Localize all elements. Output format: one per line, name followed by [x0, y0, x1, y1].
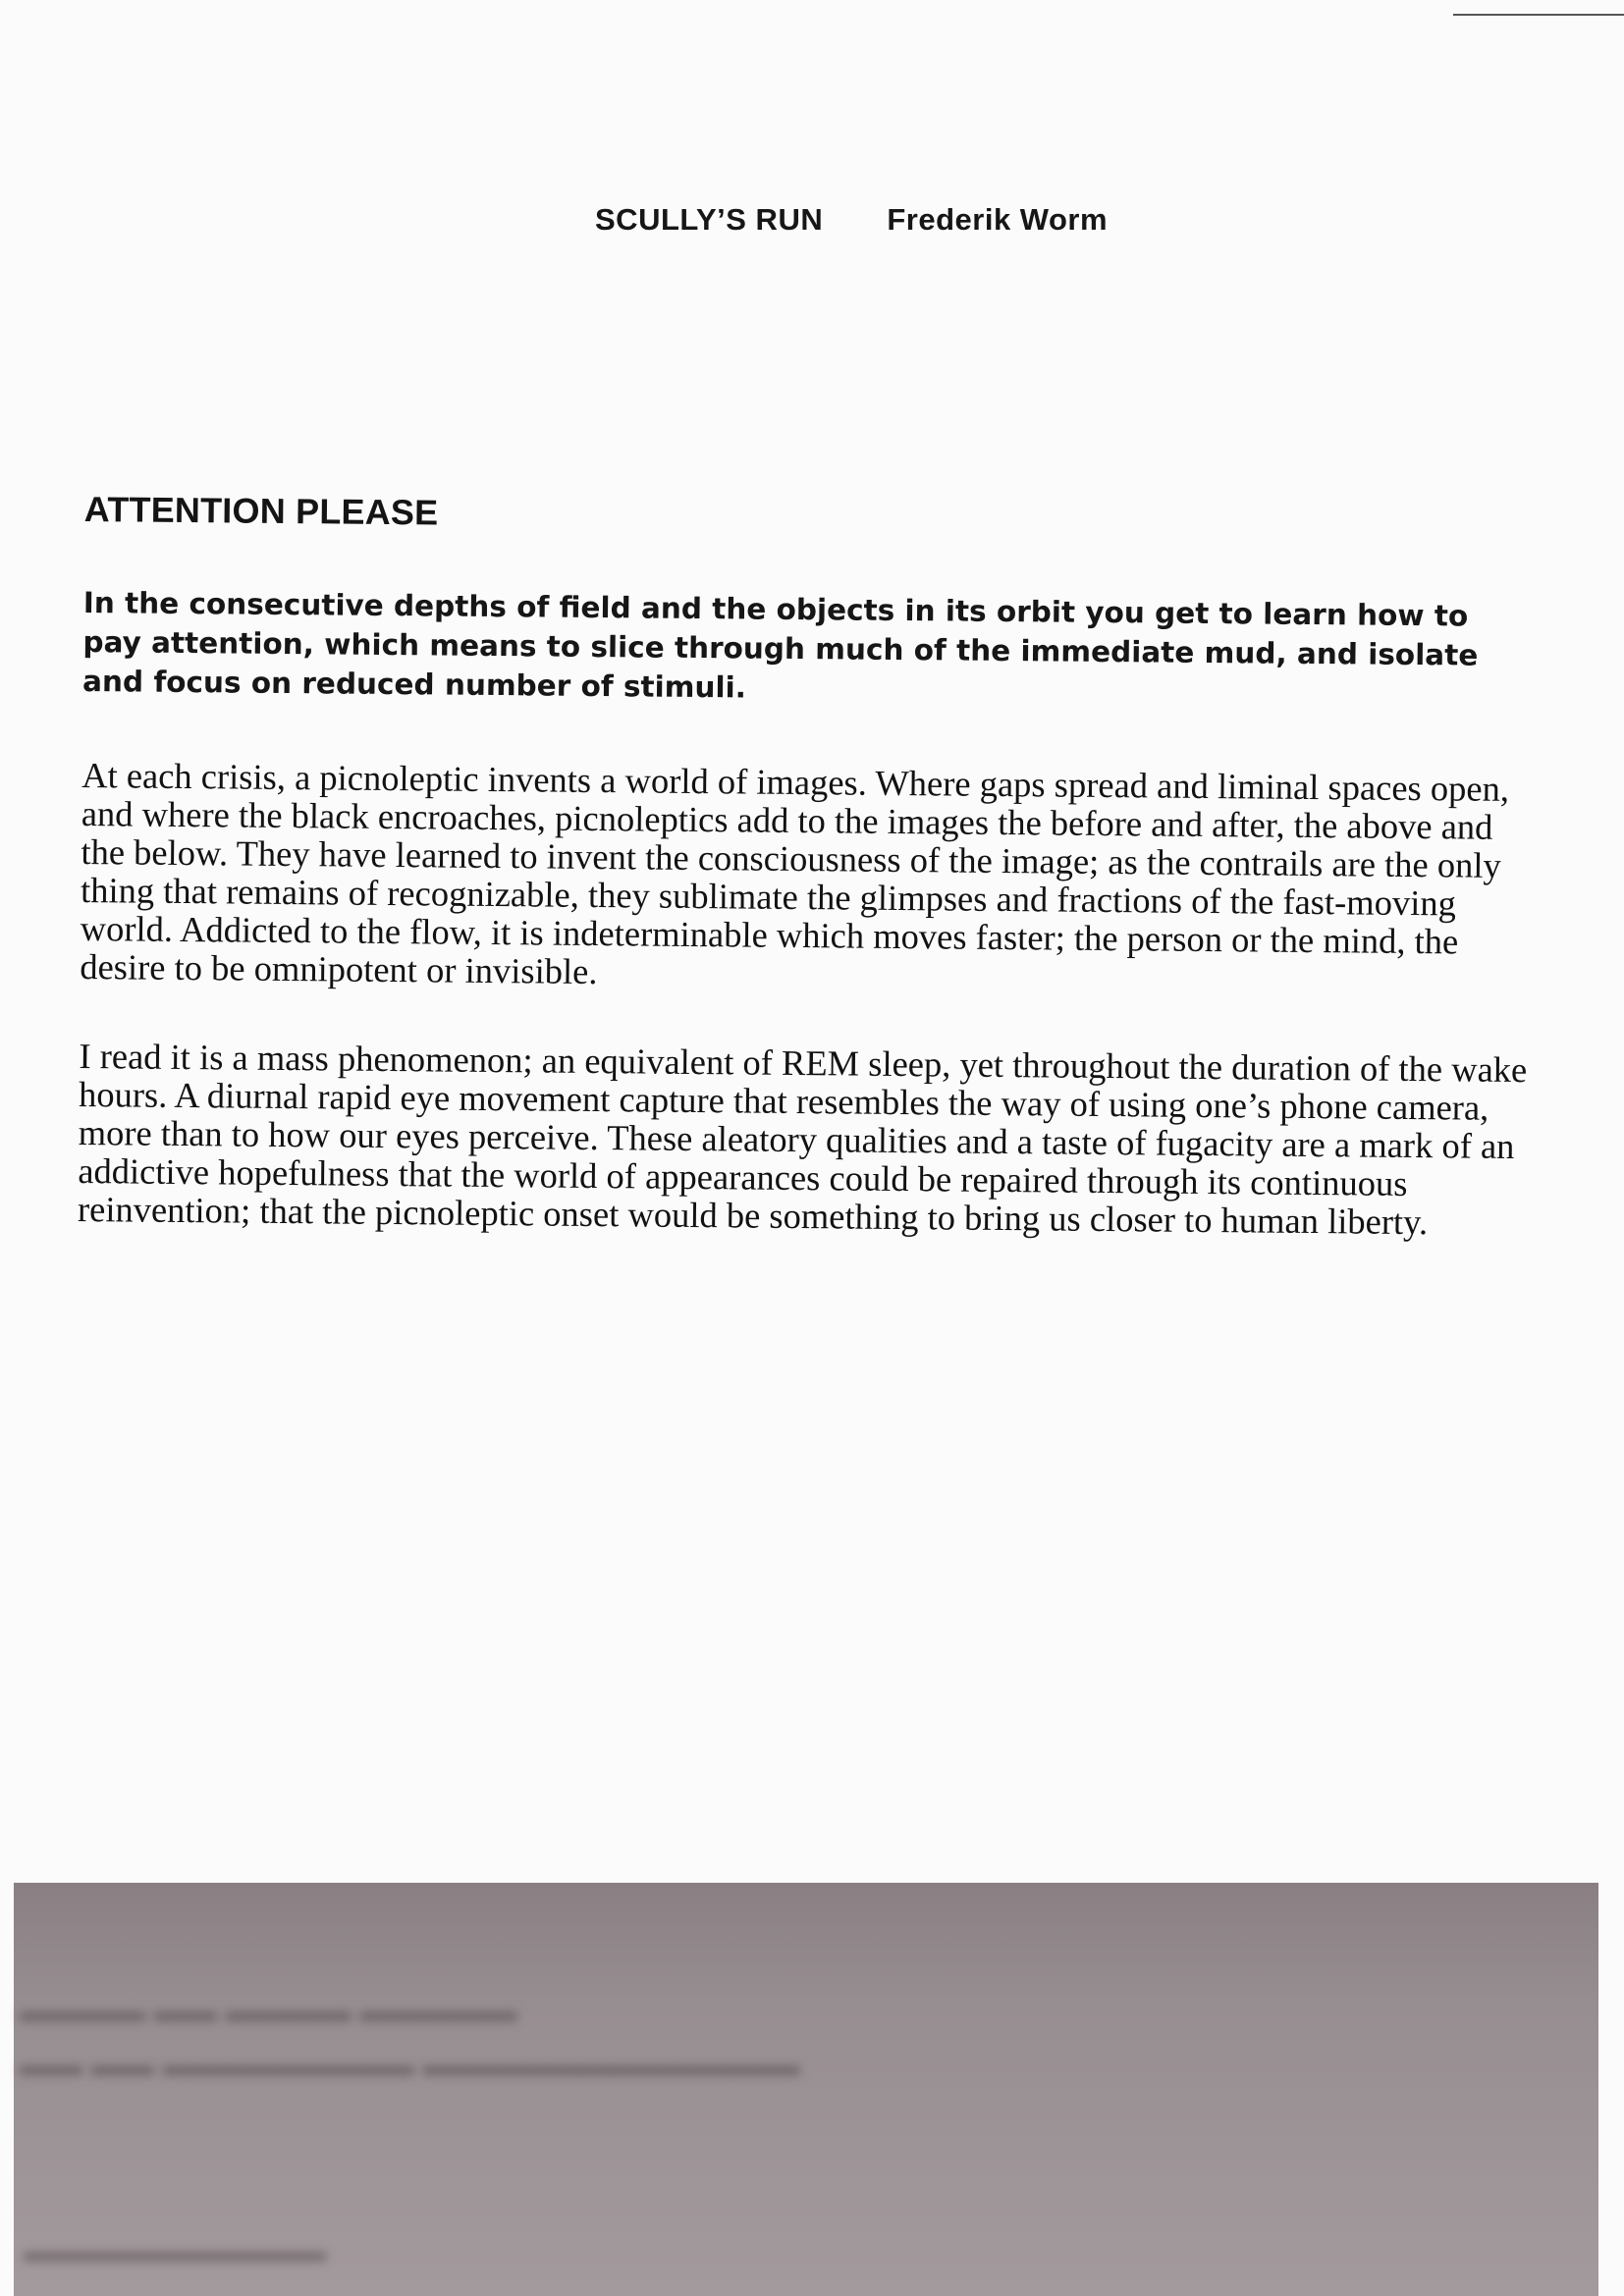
scan-edge-line: [1453, 14, 1624, 16]
paragraph-1: In the consecutive depths of field and the objects in its orbit you get to learn how to pay attention, which means to slice through much of the immediate mud, and isolate and focus on reduced number of stimuli.: [81, 585, 1479, 705]
paragraph-3: I read it is a mass phenomenon; an equivalent of REM sleep, yet throughout the duration of the wake hours. A diurnal rapid eye movement capture that resembles the way of using one’s phone camera, more than to how our eyes perceive. These aleatory qualities and a taste of fugacity are a mark of an addictive hopefulness that the world of appearances could be repaired through its continuous reinvention; that the picnoleptic onset would be something to bring us closer to human liberty.: [77, 1035, 1528, 1243]
document-body: [77, 489, 1557, 1293]
blurred-text-line: ▬▬▬▬▬▬▬▬▬▬▬: [24, 2236, 326, 2267]
scan-margin-right: [1598, 1883, 1624, 2296]
author-name: Frederik Worm: [887, 202, 1109, 237]
document-header: [595, 202, 1108, 238]
section-title: ATTENTION PLEASE: [83, 489, 439, 533]
blurred-text-line: ▬▬▬▬ ▬▬ ▬▬▬▬ ▬▬▬▬▬: [20, 1993, 517, 2028]
paragraph-2: At each crisis, a picnoleptic invents a world of images. Where gaps spread and liminal spaces open, and where the black encroaches, picnoleptics add to the images the before and after, the above and the below. They have learned to invent the consciousness of the image; as the contrails are the only thing that remains of recognizable, they sublimate the glimpses and fractions of the fast-moving world. Addicted to the flow, it is indeterminable which moves faster; the person or the mind, the desire to be omnipotent or invisible.: [80, 754, 1510, 992]
scan-margin-left: [0, 1883, 14, 2296]
blurred-text-line: ▬▬ ▬▬ ▬▬▬▬▬▬▬▬ ▬▬▬▬▬▬▬▬▬▬▬▬: [20, 2047, 800, 2082]
scanned-shadow-area: [14, 1883, 1624, 2296]
book-title: SCULLY’S RUN: [595, 202, 824, 237]
